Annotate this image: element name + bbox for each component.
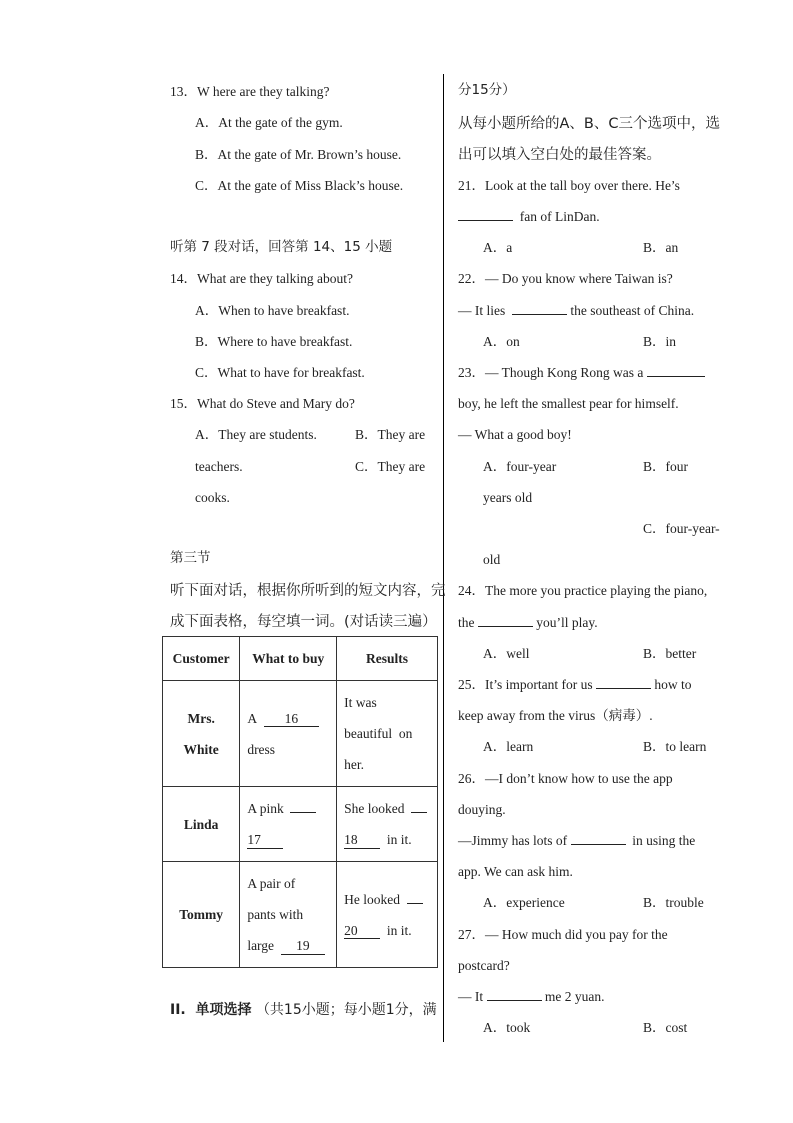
buy-cell [240,787,337,862]
q22-option-a[interactable]: A．on [483,334,520,349]
blank-18[interactable]: 18 [344,833,380,849]
table-header-row [163,637,438,681]
q26-text-a: —Jimmy has lots of [458,833,568,848]
q27-blank[interactable] [487,1000,542,1001]
q23-option-c-cont: old [483,552,501,567]
q26-line4: app. We can ask him. [458,864,573,879]
result-end: in it. [386,832,412,847]
q27-text-a: — It [458,989,484,1004]
blank-19[interactable]: 19 [281,939,325,955]
q27-option-b[interactable]: B．cost [643,1020,688,1035]
buy-line2: pants with [247,907,304,922]
q25-line1 [458,678,692,692]
result-text: She looked [344,801,405,816]
q24-line1: 24．The more you practice playing the piano, [458,583,708,598]
result-line2: beautiful on [344,726,413,741]
q15-option-a[interactable]: A．They are students. [195,427,317,442]
blank-17-lead [290,812,316,813]
buy-line1: A pair of [247,876,296,891]
q26-line1: 26．—I don’t know how to use the app [458,771,673,786]
q15-option-b-cont: teachers. [195,459,243,474]
q26-blank[interactable] [571,844,626,845]
q23-blank[interactable] [647,376,705,377]
q27-text-b: me 2 yuan. [544,989,605,1004]
buy-line [247,793,330,824]
result-end: in it. [386,922,412,938]
q15-option-c-cont: cooks. [195,490,230,505]
q22-text-a: — It lies [458,303,506,318]
blank-18-lead [411,812,427,813]
part2-label: II. 单项选择 [170,1002,252,1018]
header-results: Results [337,637,438,681]
buy-text-2: dress [247,741,276,757]
part2-desc: （共15小题；每小题1分，满 [255,1002,437,1018]
result-cell [337,681,438,787]
q22-blank[interactable] [512,314,567,315]
q25-option-a[interactable]: A．learn [483,739,534,754]
section3-title: 第三节 [170,550,211,566]
result-line1 [344,884,431,915]
buy-line-2 [247,824,330,855]
result-text: He looked [344,891,400,907]
q23-option-b-cont: years old [483,490,533,505]
q24-option-a[interactable]: A．well [483,646,530,661]
part2-instruction-2: 出可以填入空白处的最佳答案。 [458,147,661,163]
q15-stem: 15．What do Steve and Mary do? [170,396,355,411]
q24-blank[interactable] [478,626,533,627]
q23-text: 23．— Though Kong Rong was a [458,365,644,380]
q23-option-c[interactable]: C．four-year- [643,521,720,536]
q23-line1 [458,366,705,380]
table-row [163,787,438,862]
q14-option-c[interactable]: C．What to have for breakfast. [195,365,365,380]
part2-instruction-1: 从每小题所给的A、B、C三个选项中，选 [458,116,720,132]
q14-option-a[interactable]: A．When to have breakfast. [195,303,350,318]
part2-heading-cont: 分15分） [458,82,516,98]
q27-line2: postcard? [458,958,510,973]
q22-text-b: the southeast of China. [570,303,695,318]
q14-stem: 14．What are they talking about? [170,271,353,286]
q13-option-a[interactable]: A．At the gate of the gym. [195,115,343,130]
q14-option-b[interactable]: B．Where to have breakfast. [195,334,353,349]
q15-option-b[interactable]: B．They are [355,427,426,442]
q22-line1: 22．— Do you know where Taiwan is? [458,271,673,286]
blank-20[interactable]: 20 [344,924,380,940]
customer-cell [163,681,240,787]
header-customer: Customer [163,637,240,681]
q23-option-a[interactable]: A．four-year [483,459,557,474]
q27-line3 [458,990,605,1004]
q26-text-b: in using the [632,833,696,848]
q27-line1: 27．— How much did you pay for the [458,927,668,942]
customer-name-line1: Mrs. [187,710,215,726]
q23-line2: boy, he left the smallest pear for himself. [458,396,679,411]
q21-blank[interactable] [458,220,513,221]
q25-line2: keep away from the virus（病毒）. [458,708,653,723]
buy-text: A pink [247,801,284,816]
q21-text: fan of LinDan. [519,209,600,224]
q22-option-b[interactable]: B．in [643,334,677,349]
q26-line3 [458,834,695,848]
customer-name-line2: White [183,741,219,757]
listening-table [162,636,438,968]
q21-line2 [458,210,600,224]
q13-option-c[interactable]: C．At the gate of Miss Black’s house. [195,178,404,193]
table-row [163,681,438,787]
q24-text-a: the [458,615,475,630]
q13-option-b[interactable]: B．At the gate of Mr. Brown’s house. [195,147,402,162]
buy-line3 [247,930,330,961]
q22-line2 [458,304,694,318]
q25-blank[interactable] [596,688,651,689]
q23-line3: — What a good boy! [458,427,572,442]
result-line1 [344,793,431,824]
q21-option-b[interactable]: B．an [643,240,679,255]
blank-17[interactable]: 17 [247,833,283,849]
buy-text: large [247,938,275,953]
q26-option-a[interactable]: A．experience [483,895,565,910]
section3-instruction-2: 成下面表格，每空填一词。(对话读三遍） [170,614,437,630]
result-line3: her. [344,757,364,772]
q23-option-b[interactable]: B．four [643,459,688,474]
blank-16[interactable]: 16 [264,712,319,728]
buy-cell [240,862,337,968]
q24-text-b: you’ll play. [536,615,598,630]
part2-heading [170,1003,437,1017]
buy-text: A [247,710,258,726]
result-line1: It was [344,695,377,710]
q26-line2: douying. [458,802,506,817]
header-what-to-buy: What to buy [240,637,337,681]
buy-line [247,703,330,734]
q15-option-c[interactable]: C．They are [355,459,426,474]
customer-cell: Linda [163,787,240,862]
q13-stem: 13．W here are they talking? [170,84,330,99]
section3-instruction-1: 听下面对话，根据你所听到的短文内容，完 [170,583,446,599]
q27-option-a[interactable]: A．took [483,1020,531,1035]
dialog7-instruction: 听第 7 段对话，回答第 14、15 小题 [170,239,393,255]
q24-line2 [458,616,598,630]
result-line2 [344,824,431,855]
blank-20-lead [407,903,423,904]
q25-text-b: how to [654,677,692,692]
q24-option-b[interactable]: B．better [643,646,697,661]
q25-text-a: 25．It’s important for us [458,677,593,692]
customer-cell: Tommy [163,862,240,968]
result-cell [337,862,438,968]
column-divider [443,74,444,1042]
result-cell [337,787,438,862]
buy-cell [240,681,337,787]
q21-option-a[interactable]: A．a [483,240,513,255]
q26-option-b[interactable]: B．trouble [643,895,704,910]
q21-line1: 21．Look at the tall boy over there. He’s [458,178,680,193]
table-row [163,862,438,968]
result-line2 [344,915,431,946]
q25-option-b[interactable]: B．to learn [643,739,707,754]
